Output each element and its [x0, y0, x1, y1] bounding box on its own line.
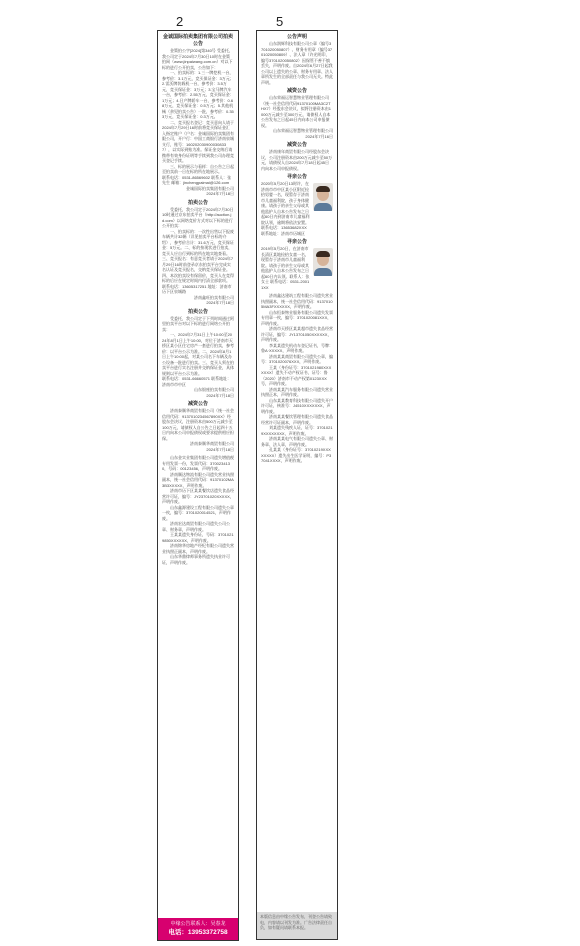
notice-date: 2024年7月18日: [206, 300, 234, 305]
notice-viewing: 三、标的展示与看样：自公告之日起至拍卖前一日在标的所在地展示。: [162, 163, 234, 174]
notice-signature: 金诚国际拍卖集团有限公司: [186, 185, 234, 191]
notice-contact: 联系电话：13605317251 地址：济南市历下区泉城路: [162, 283, 232, 294]
notice-signature: 山东银座拍卖有限公司: [194, 387, 234, 392]
page-number-right: 5: [276, 14, 284, 29]
notice-date: 2024年7月16日: [305, 133, 333, 139]
notice-title: 拍卖公告: [187, 199, 208, 206]
loss-notice: 山东某某教育科技有限公司遗失开户许可证，核准号：J4510XXXXXXX，声明作废。: [261, 397, 333, 414]
notice-body: 受委托，我公司定于2024年7月30日10时通过京东拍卖平台（http://auction.jd.com）以网络竞价方式对以下标的进行公开拍卖：: [162, 206, 234, 228]
loss-notice: 济南某某电气有限公司遗失公章、财务章、法人章，声明作废。: [261, 436, 333, 447]
loss-notice: 济南某某餐饮管理有限公司遗失食品经营许可证副本，声明作废。: [261, 414, 333, 425]
auction-notice-1: [162, 34, 234, 197]
family-search-notice-2: [261, 239, 333, 290]
footer-phone: 电话：13953372758: [168, 929, 228, 936]
notice-items: 一、2024年7月31日上午10:00至2024年8月1日上午10:00，对位于济南市天桥区某小区住宅房产一套进行拍卖，参考价：以平台公示为准。二、2024年8月1日上午10:00起，对某公司名下车辆及办公设备一批进行拍卖。三、竞买人须在拍卖平台进行实名注册并交纳保证金，具体规则以平台公示为准。: [162, 332, 234, 376]
notice-signature: 济南泰顺华商贸有限公司: [190, 441, 234, 446]
notice-signature: 山东荣福运智慧物业管理有限公司: [273, 128, 333, 133]
loss-notice: 济南市天桥区某某超市遗失食品经营许可证，编号：JY13701050XXXXXX，声明作废。: [261, 326, 333, 342]
loss-notice: 济南某某商贸有限公司遗失公章，编号：3701020076XXX，声明作废。: [261, 353, 333, 364]
contact-footer-banner: [158, 918, 238, 940]
child-photo: [313, 248, 333, 276]
loss-notice: 济南某某汽车服务有限公司遗失营业执照正本，声明作废。: [261, 386, 333, 397]
loss-notice: 济南宏达商贸有限公司遗失公司公章、财务章，声明作废。: [162, 521, 230, 532]
loss-notice: 济南锦华房地产经纪有限公司遗失营业执照正副本，声明作废。: [162, 543, 234, 554]
family-search-notice-1: [261, 174, 333, 236]
loss-notice-list: [162, 455, 234, 565]
notice-date: 2024年7月18日: [206, 191, 234, 196]
notice-title: 寻亲公告: [286, 174, 307, 180]
loss-notice: 王某某遗失身份证，号码：37010219850XXXXXX，声明作废。: [162, 532, 234, 543]
loss-notice: 山东金实业集团有限公司遗失增值税专用发票一份，发票代码：3700234130，号码：00123456，声明作废。: [162, 455, 234, 471]
loss-notice-list: [261, 293, 333, 464]
auction-notice-2: [162, 200, 234, 306]
notice-body: 金策拍公字[2024]第340号 受委托，我公司定于2024年7月30日10时在金策拍网（www.jinpaiwang.com.cn）对以下标的进行公开拍卖，公告如下：: [162, 48, 233, 70]
footer-disclaimer-text: 本版信息由中缘公告发布，刊登公告请致电，内容请以刊发为准。广告法律责任自负，如有疑问请联系本报。: [260, 914, 332, 930]
notice-title: 寻亲公告: [286, 239, 307, 245]
notice-body: 济南康年商贸有限公司经股东会决议，公司注册资本由200万元减少至50万元，请债权人自2024年7月18日起45日内向本公司申报债权。: [261, 149, 333, 171]
capital-reduction-notice-2: [261, 142, 333, 171]
notice-contact: 联系电话：0531-86569602 联系人：张先生 邮箱：jinchengpaimai@126.com: [162, 174, 232, 185]
notice-title: 减资公告: [286, 88, 307, 94]
footer-contact-person: 中缘公告联系人：吴春龙: [170, 921, 226, 927]
capital-reduction-notice-1: [261, 88, 333, 139]
loss-notice: 济南市历下区某某餐饮店遗失食品经营许可证，编号：JY23701020XXXXX，声明作废。: [162, 488, 234, 504]
notice-date: 2024年7月18日: [206, 446, 234, 452]
notice-body: 受委托，我公司定于下列时间通过阿里拍卖平台对以下标的进行网络公开拍卖：: [162, 315, 234, 332]
notice-date: 2024年7月18日: [206, 392, 234, 398]
capital-reduction-notice: [162, 401, 234, 452]
notice-title: 公告声明: [286, 34, 307, 40]
notice-title: 减资公告: [286, 142, 307, 148]
notice-items: 一、拍卖标的：一次性出售以下报废车辆共计32辆（详见拍卖平台标的介绍），参考价合计：31.6万元，竞买保证金：5万元。二、标的按现状进行拍卖，竞买人应自行到标的所在地实地查看。三、竞买报名：有意竞买者请于2024年7月29日16时前登录京东拍卖平台完成实名认证及竞买报名，交纳竞买保证金。四、本次拍卖设有保留价，竞买人在竞得标的后应在规定时间内付清全部款项。: [162, 228, 234, 283]
loss-notice: 济南鑫达建筑工程有限公司遗失营业执照副本，统一社会信用代码：91370105MA3FXXXXXX，声明作废。: [261, 293, 333, 309]
right-announcement-column: [256, 30, 338, 940]
left-announcement-column: [157, 30, 239, 941]
loss-notice: 孔某某（身份证号：37010219XXXXXXXX）遗失出生医学证明，编号：P37041XXXX，声明作废。: [261, 447, 332, 463]
notice-body: 山东润辉科技有限公司公章（编号3701020050807）、财务专用章（编号3701020050809）、法人章（许光明印，编号3701020050802）因保管不善不慎丢失，声明作废。自2024年6月27日起我公司以上遗失的公章、财务专用章、法人章所发生的全部责任与我公司无关。特此声明。: [261, 41, 333, 85]
loss-notice: 李某某遗失机动车登记证书，号牌：鲁A·XXXXX，声明作废。: [261, 342, 333, 353]
auction-notice-3: [162, 309, 234, 399]
notice-signature: 济南鑫旺拍卖有限公司: [194, 294, 234, 300]
notice-body: 山东荣福运智慧物业管理有限公司（统一社会信用代码91370100MA3C2THX7）经股东会决议，拟将注册资本由1000万元减少至300万元，请债权人自本公告发布之日起45日内向本公司申报债权。: [261, 95, 332, 128]
loss-notice: 刘某遗失残疾人证，证号：37010219XXXXXXXX，声明作废。: [261, 425, 333, 436]
loss-notice: 王某（身份证号：3701021980XXXXXXX）遗失不动产权证书，证号：鲁（2020）济南市不动产权第0123XXX号，声明作废。: [261, 364, 332, 386]
notice-title: 金诚国际拍卖集团有限公司拍卖公告: [162, 34, 233, 47]
notice-body: 2019年5月20日，在济南市长清区某地捡拾女童一名，现暂存于济南市儿童福利院。请孩子的亲生父母或其他监护人自本公告发布之日起60日内认领。联系人：张女士 联系电话：0531-20011XX: [261, 246, 310, 290]
notice-body: 济南泰顺华商贸有限公司（统一社会信用代码：9137010234567890XX）经股东会决议，注册资本由500万元减少至100万元，请债权人自公告之日起四十五日内向本公司申报债权或要求提供相应担保。: [162, 408, 234, 441]
infant-photo: [313, 183, 333, 211]
notice-body: 2020年5月20日13时许，在济南市市中区某小区附近捡拾男婴一名，现暂存于济南市儿童福利院，孩子身体健康。请孩子的亲生父母或其他监护人自本公告发布之日起60日内到济南市儿童福利院认领，逾期将依法安置。联系电话：13653682XXX 联系地址：济南市历城区: [261, 181, 310, 236]
notice-items: 一、拍卖标的：1.三一牌挖机一台，参考价：3.1万元，竞买保证金：3万元；2.雷沃牌装载机一台，参考价：3.5万元，竞买保证金：3万元；3.宝马牌汽车一台，参考价：2.55万元，竞买保证金：1万元；4.日产牌轿车一台，参考价：0.68万元，竞买保证金：0.5万元；5.其他机械（余见拍卖公告）一批，参考价：0.353万元，竞买保证金：0.3万元。: [162, 70, 234, 119]
notice-title: 减资公告: [187, 401, 208, 407]
loss-notice: 济南顺达物流有限公司遗失营业执照副本，统一社会信用代码：91370102MA3B3XXXXX，声明作废。: [162, 471, 234, 488]
notice-contact: 联系电话：0531-66660571 联系地址：济南市市中区: [162, 376, 232, 387]
loss-notice: 山东鑫源建设工程有限公司遗失公章一枚，编号：3701020014521，声明作废。: [162, 504, 234, 521]
notice-registration: 二、竞买报名登记：竞买意向人请于2024年7月29日16时前将竞买保证金汇入指定账户（户名：金诚国际拍卖集团有限公司，开户行：中国工商银行济南泉城支行，账号：1602020309000308337），以实际到账为准。保证金交纳后请携带有效身份证明等手续到我公司办理竞买登记手续。: [162, 119, 234, 163]
disclaimer-footer: [257, 912, 337, 939]
page-number-left: 2: [176, 14, 184, 29]
notice-title: 拍卖公告: [187, 308, 208, 315]
loss-notice: 山东华鼎律师事务所遗失执业许可证，声明作废。: [162, 554, 230, 565]
loss-notice: 山东恒泰物业服务有限公司遗失发票专用章一枚，编号：3701020081XXX，声明作废。: [261, 309, 333, 326]
seal-loss-statement: [261, 34, 333, 85]
